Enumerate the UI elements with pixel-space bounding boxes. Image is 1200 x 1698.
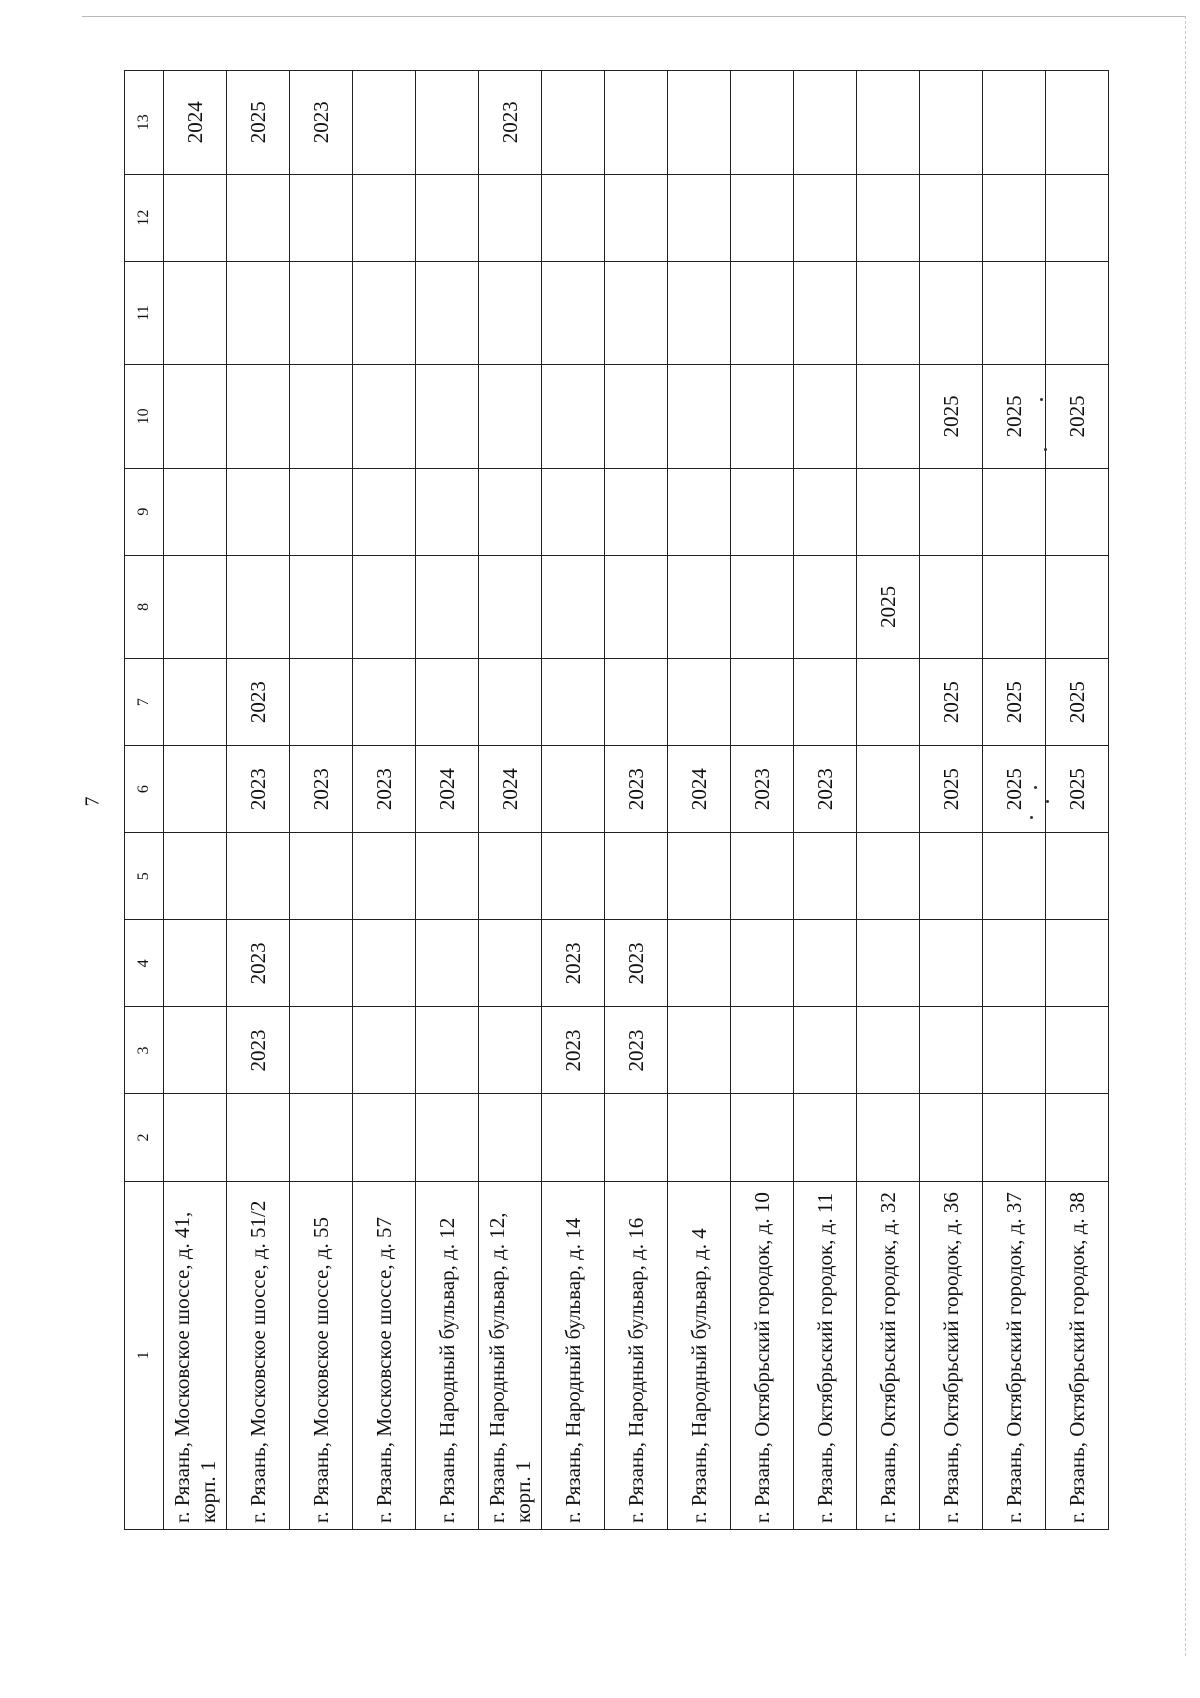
address-cell: г. Рязань, Октябрьский городок, д. 38: [1046, 1181, 1109, 1529]
year-cell-2: [857, 1094, 920, 1181]
table-row: [290, 71, 353, 1530]
year-cell-5: [164, 833, 227, 920]
year-cell-3: [164, 1007, 227, 1094]
year-cell-6: [857, 746, 920, 833]
year-cell-8: [164, 555, 227, 658]
address-cell: г. Рязань, Октябрьский городок, д. 10: [731, 1181, 794, 1529]
year-cell-8: [353, 555, 416, 658]
table-row: [164, 71, 227, 1530]
year-cell-9: [290, 468, 353, 555]
year-cell-6: 2025: [920, 746, 983, 833]
year-cell-12: [353, 174, 416, 261]
year-cell-13: 2023: [290, 71, 353, 175]
year-cell-13: [1046, 71, 1109, 175]
address-cell: г. Рязань, Октябрьский городок, д. 11: [794, 1181, 857, 1529]
year-cell-9: [920, 468, 983, 555]
column-header-11: 11: [125, 261, 164, 364]
table-row: [227, 71, 290, 1530]
year-cell-10: [668, 365, 731, 468]
year-cell-10: [605, 365, 668, 468]
scan-speck: [1040, 398, 1043, 401]
year-cell-2: [668, 1094, 731, 1181]
column-header-2: 2: [125, 1094, 164, 1181]
year-cell-5: [353, 833, 416, 920]
year-cell-12: [857, 174, 920, 261]
year-cell-13: [731, 71, 794, 175]
year-cell-3: 2023: [227, 1007, 290, 1094]
header-row: [125, 71, 164, 1530]
year-cell-10: [731, 365, 794, 468]
year-cell-11: [416, 261, 479, 364]
column-header-5: 5: [125, 833, 164, 920]
year-cell-2: [290, 1094, 353, 1181]
year-cell-13: [353, 71, 416, 175]
year-cell-10: [794, 365, 857, 468]
year-cell-11: [479, 261, 542, 364]
year-cell-10: [857, 365, 920, 468]
year-cell-5: [668, 833, 731, 920]
year-cell-6: 2024: [479, 746, 542, 833]
column-header-13: 13: [125, 71, 164, 175]
year-cell-12: [920, 174, 983, 261]
column-header-1: 1: [125, 1181, 164, 1529]
year-cell-10: [353, 365, 416, 468]
year-cell-7: 2023: [227, 659, 290, 746]
year-cell-8: [416, 555, 479, 658]
year-cell-10: [542, 365, 605, 468]
column-header-3: 3: [125, 1007, 164, 1094]
year-cell-7: [542, 659, 605, 746]
year-cell-3: [794, 1007, 857, 1094]
year-cell-2: [794, 1094, 857, 1181]
year-cell-6: 2025: [983, 746, 1046, 833]
year-cell-12: [290, 174, 353, 261]
year-cell-12: [605, 174, 668, 261]
schedule-table: [124, 70, 1109, 1530]
address-cell: г. Рязань, Московское шоссе, д. 55: [290, 1181, 353, 1529]
table-body: [164, 71, 1109, 1530]
year-cell-10: 2025: [983, 365, 1046, 468]
year-cell-7: [857, 659, 920, 746]
year-cell-3: [416, 1007, 479, 1094]
year-cell-13: [605, 71, 668, 175]
column-header-4: 4: [125, 920, 164, 1007]
address-cell: г. Рязань, Московское шоссе, д. 51/2: [227, 1181, 290, 1529]
year-cell-2: [353, 1094, 416, 1181]
year-cell-13: 2025: [227, 71, 290, 175]
year-cell-11: [794, 261, 857, 364]
year-cell-4: [794, 920, 857, 1007]
year-cell-5: [227, 833, 290, 920]
year-cell-5: [542, 833, 605, 920]
year-cell-2: [1046, 1094, 1109, 1181]
year-cell-13: [857, 71, 920, 175]
year-cell-7: 2025: [983, 659, 1046, 746]
year-cell-9: [1046, 468, 1109, 555]
year-cell-4: [1046, 920, 1109, 1007]
year-cell-7: [605, 659, 668, 746]
address-cell: г. Рязань, Народный бульвар, д. 16: [605, 1181, 668, 1529]
address-cell: г. Рязань, Московское шоссе, д. 41, корп. 1: [164, 1181, 227, 1529]
year-cell-9: [227, 468, 290, 555]
year-cell-13: [416, 71, 479, 175]
year-cell-2: [416, 1094, 479, 1181]
year-cell-2: [731, 1094, 794, 1181]
year-cell-8: [731, 555, 794, 658]
scan-speck: [1044, 448, 1047, 451]
year-cell-6: 2025: [1046, 746, 1109, 833]
year-cell-5: [290, 833, 353, 920]
year-cell-8: [794, 555, 857, 658]
year-cell-4: [668, 920, 731, 1007]
year-cell-3: [1046, 1007, 1109, 1094]
year-cell-8: [668, 555, 731, 658]
year-cell-8: [290, 555, 353, 658]
table-row: [983, 71, 1046, 1530]
year-cell-3: [920, 1007, 983, 1094]
address-cell: г. Рязань, Московское шоссе, д. 57: [353, 1181, 416, 1529]
year-cell-4: [290, 920, 353, 1007]
year-cell-9: [731, 468, 794, 555]
year-cell-11: [668, 261, 731, 364]
year-cell-8: [542, 555, 605, 658]
year-cell-2: [605, 1094, 668, 1181]
year-cell-13: 2024: [164, 71, 227, 175]
table-row: [1046, 71, 1109, 1530]
year-cell-6: 2023: [353, 746, 416, 833]
year-cell-13: [794, 71, 857, 175]
year-cell-13: [983, 71, 1046, 175]
address-cell: г. Рязань, Народный бульвар, д. 12, корп. 1: [479, 1181, 542, 1529]
year-cell-6: [164, 746, 227, 833]
year-cell-8: [983, 555, 1046, 658]
column-header-7: 7: [125, 659, 164, 746]
year-cell-7: [668, 659, 731, 746]
scan-speck: [1034, 786, 1037, 789]
page-number: 7: [81, 796, 104, 807]
address-cell: г. Рязань, Народный бульвар, д. 12: [416, 1181, 479, 1529]
year-cell-5: [731, 833, 794, 920]
table-row: [731, 71, 794, 1530]
year-cell-9: [857, 468, 920, 555]
table-row: [479, 71, 542, 1530]
year-cell-9: [164, 468, 227, 555]
year-cell-6: [542, 746, 605, 833]
table-row: [605, 71, 668, 1530]
year-cell-4: 2023: [542, 920, 605, 1007]
year-cell-9: [416, 468, 479, 555]
year-cell-6: 2023: [290, 746, 353, 833]
address-cell: г. Рязань, Октябрьский городок, д. 36: [920, 1181, 983, 1529]
year-cell-10: [416, 365, 479, 468]
rotated-table-container: [124, 70, 1089, 1530]
year-cell-6: 2023: [731, 746, 794, 833]
table-row: [794, 71, 857, 1530]
year-cell-5: [920, 833, 983, 920]
table-row: [668, 71, 731, 1530]
year-cell-2: [227, 1094, 290, 1181]
table-row: [920, 71, 983, 1530]
year-cell-11: [542, 261, 605, 364]
year-cell-4: [479, 920, 542, 1007]
year-cell-9: [479, 468, 542, 555]
year-cell-6: 2023: [227, 746, 290, 833]
scan-edge-right: [1185, 16, 1186, 1656]
year-cell-4: [983, 920, 1046, 1007]
year-cell-7: [290, 659, 353, 746]
year-cell-7: [794, 659, 857, 746]
year-cell-4: [857, 920, 920, 1007]
year-cell-11: [857, 261, 920, 364]
year-cell-8: 2025: [857, 555, 920, 658]
year-cell-13: [920, 71, 983, 175]
year-cell-2: [983, 1094, 1046, 1181]
year-cell-8: [227, 555, 290, 658]
year-cell-11: [164, 261, 227, 364]
year-cell-6: 2023: [605, 746, 668, 833]
column-header-10: 10: [125, 365, 164, 468]
year-cell-13: 2023: [479, 71, 542, 175]
year-cell-6: 2024: [668, 746, 731, 833]
year-cell-11: [983, 261, 1046, 364]
year-cell-13: [542, 71, 605, 175]
year-cell-11: [920, 261, 983, 364]
year-cell-10: 2025: [920, 365, 983, 468]
year-cell-9: [542, 468, 605, 555]
column-header-6: 6: [125, 746, 164, 833]
year-cell-3: [857, 1007, 920, 1094]
scan-edge-top: [82, 16, 1186, 17]
year-cell-2: [164, 1094, 227, 1181]
year-cell-7: 2025: [920, 659, 983, 746]
table-row: [857, 71, 920, 1530]
year-cell-10: [290, 365, 353, 468]
year-cell-2: [920, 1094, 983, 1181]
table-row: [353, 71, 416, 1530]
year-cell-11: [353, 261, 416, 364]
year-cell-5: [605, 833, 668, 920]
year-cell-12: [479, 174, 542, 261]
year-cell-12: [668, 174, 731, 261]
year-cell-5: [1046, 833, 1109, 920]
year-cell-4: [731, 920, 794, 1007]
year-cell-11: [290, 261, 353, 364]
year-cell-8: [920, 555, 983, 658]
year-cell-12: [227, 174, 290, 261]
year-cell-3: [353, 1007, 416, 1094]
year-cell-9: [983, 468, 1046, 555]
year-cell-4: 2023: [227, 920, 290, 1007]
address-cell: г. Рязань, Народный бульвар, д. 4: [668, 1181, 731, 1529]
year-cell-10: [227, 365, 290, 468]
address-cell: г. Рязань, Октябрьский городок, д. 37: [983, 1181, 1046, 1529]
year-cell-5: [983, 833, 1046, 920]
year-cell-6: 2023: [794, 746, 857, 833]
year-cell-12: [416, 174, 479, 261]
year-cell-12: [1046, 174, 1109, 261]
address-cell: г. Рязань, Октябрьский городок, д. 32: [857, 1181, 920, 1529]
year-cell-9: [668, 468, 731, 555]
year-cell-3: 2023: [605, 1007, 668, 1094]
year-cell-3: [479, 1007, 542, 1094]
year-cell-8: [605, 555, 668, 658]
table-wrapper: [124, 70, 1089, 1530]
column-header-12: 12: [125, 174, 164, 261]
year-cell-3: [983, 1007, 1046, 1094]
column-header-8: 8: [125, 555, 164, 658]
year-cell-12: [794, 174, 857, 261]
year-cell-7: [164, 659, 227, 746]
year-cell-3: [668, 1007, 731, 1094]
year-cell-9: [794, 468, 857, 555]
table-row: [416, 71, 479, 1530]
year-cell-5: [794, 833, 857, 920]
year-cell-2: [542, 1094, 605, 1181]
table-row: [542, 71, 605, 1530]
year-cell-4: [920, 920, 983, 1007]
year-cell-10: [164, 365, 227, 468]
year-cell-7: [731, 659, 794, 746]
year-cell-4: [164, 920, 227, 1007]
year-cell-6: 2024: [416, 746, 479, 833]
year-cell-8: [479, 555, 542, 658]
year-cell-4: [416, 920, 479, 1007]
year-cell-2: [479, 1094, 542, 1181]
year-cell-7: [479, 659, 542, 746]
scan-speck: [1030, 816, 1033, 819]
scan-speck: [1046, 800, 1049, 803]
year-cell-5: [479, 833, 542, 920]
year-cell-11: [227, 261, 290, 364]
year-cell-3: [731, 1007, 794, 1094]
year-cell-13: [668, 71, 731, 175]
year-cell-9: [353, 468, 416, 555]
year-cell-12: [983, 174, 1046, 261]
year-cell-8: [1046, 555, 1109, 658]
year-cell-7: [353, 659, 416, 746]
year-cell-12: [164, 174, 227, 261]
year-cell-3: [290, 1007, 353, 1094]
year-cell-10: 2025: [1046, 365, 1109, 468]
year-cell-12: [731, 174, 794, 261]
year-cell-11: [605, 261, 668, 364]
year-cell-10: [479, 365, 542, 468]
year-cell-4: [353, 920, 416, 1007]
column-header-9: 9: [125, 468, 164, 555]
year-cell-5: [416, 833, 479, 920]
year-cell-11: [731, 261, 794, 364]
year-cell-11: [1046, 261, 1109, 364]
year-cell-12: [542, 174, 605, 261]
year-cell-9: [605, 468, 668, 555]
year-cell-7: [416, 659, 479, 746]
year-cell-5: [857, 833, 920, 920]
year-cell-4: 2023: [605, 920, 668, 1007]
year-cell-7: 2025: [1046, 659, 1109, 746]
address-cell: г. Рязань, Народный бульвар, д. 14: [542, 1181, 605, 1529]
year-cell-3: 2023: [542, 1007, 605, 1094]
